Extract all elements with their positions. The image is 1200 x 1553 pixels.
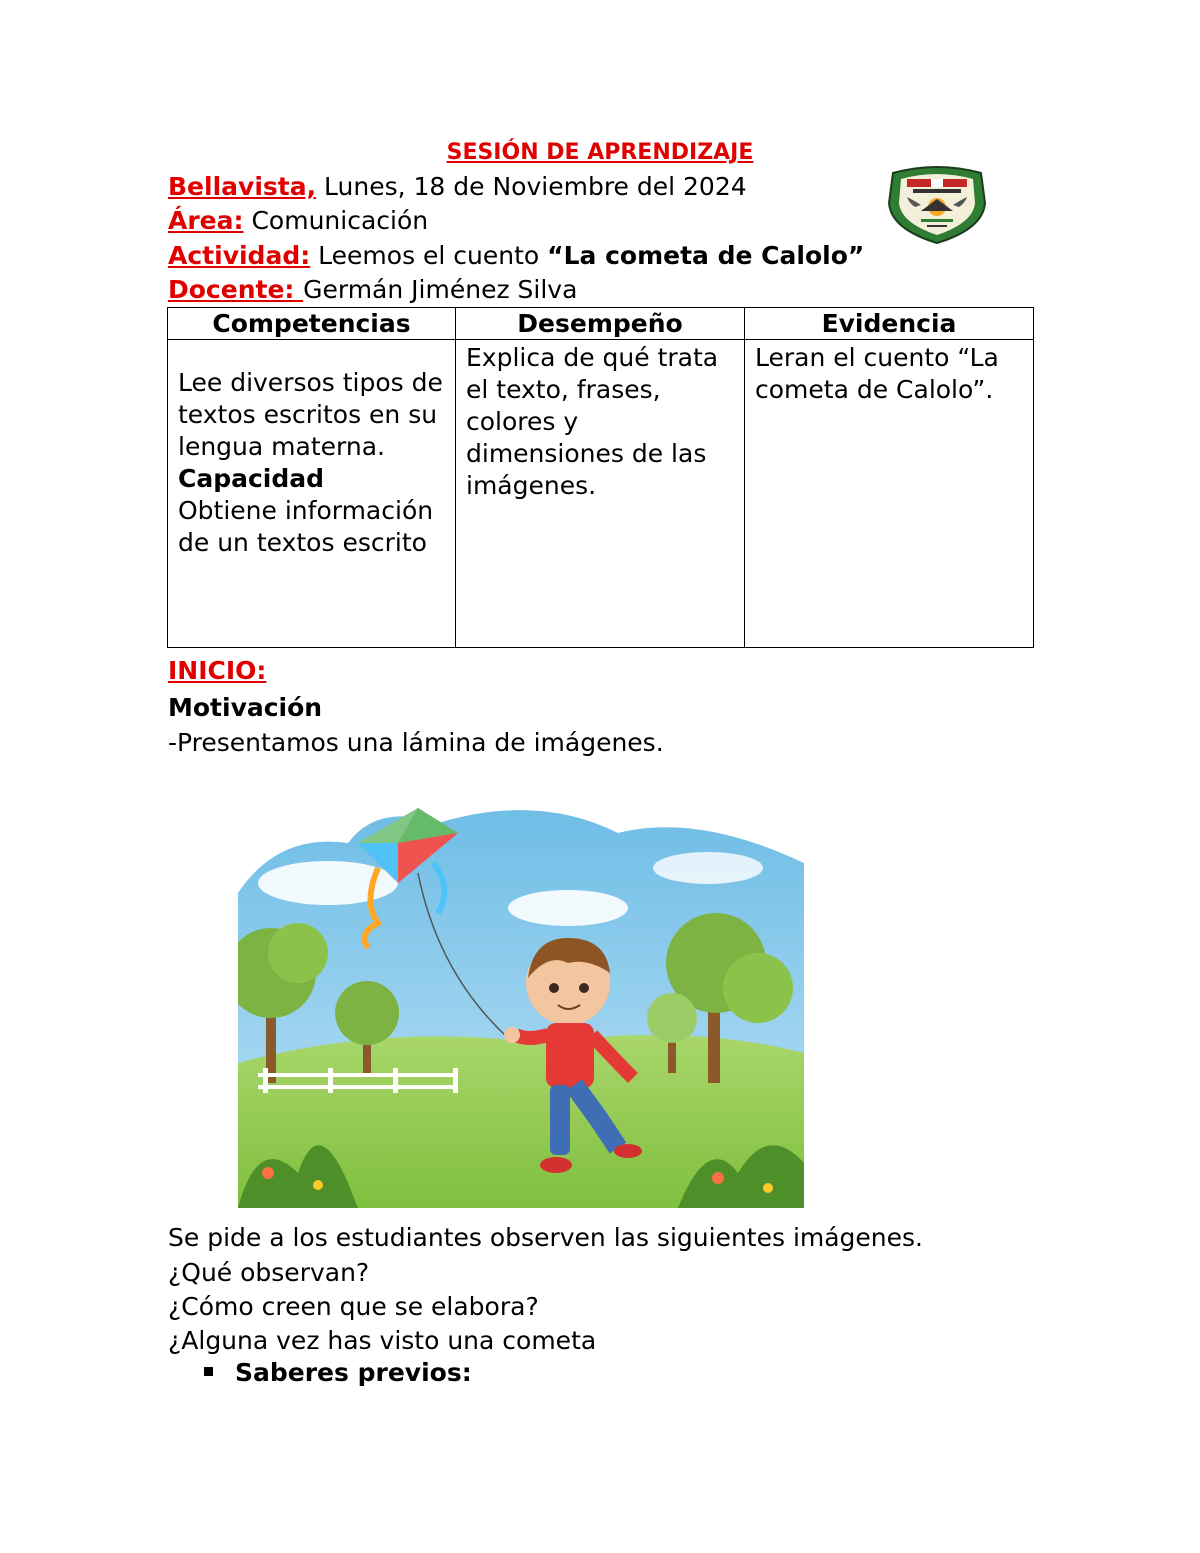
activity-story: “La cometa de Calolo” xyxy=(547,241,865,270)
area-value: Comunicación xyxy=(243,206,429,235)
table-row xyxy=(168,340,1034,648)
place-label: Bellavista, xyxy=(168,172,317,201)
competencies-table xyxy=(167,307,1034,648)
school-crest-logo xyxy=(885,163,989,245)
teacher-line xyxy=(168,273,577,307)
area-label: Área: xyxy=(168,206,244,235)
competencia-text: Lee diversos tipos de textos escritos en su lengua materna. xyxy=(178,368,443,461)
activity-line xyxy=(168,239,864,273)
desempeno-cell: Explica de qué trata el texto, frases, colores y dimensiones de las imágenes. xyxy=(456,340,745,648)
competencias-cell xyxy=(168,340,456,648)
bullet-square-icon xyxy=(204,1367,213,1376)
saberes-previos-item xyxy=(204,1358,472,1387)
question-1: ¿Qué observan? xyxy=(168,1258,370,1287)
activity-value: Leemos el cuento xyxy=(310,241,548,270)
header-evidencia: Evidencia xyxy=(745,308,1034,340)
saberes-previos-label: Saberes previos: xyxy=(235,1358,472,1387)
activity-label: Actividad: xyxy=(168,241,311,270)
capacidad-text: Obtiene información de un textos escrito xyxy=(178,496,434,557)
question-3: ¿Alguna vez has visto una cometa xyxy=(168,1326,597,1355)
question-2: ¿Cómo creen que se elabora? xyxy=(168,1292,539,1321)
questions-intro: Se pide a los estudiantes observen las siguientes imágenes. xyxy=(168,1223,924,1252)
presentamos-text: -Presentamos una lámina de imágenes. xyxy=(168,728,664,757)
motivacion-heading: Motivación xyxy=(168,693,323,722)
table-header-row xyxy=(168,308,1034,340)
inicio-heading: INICIO: xyxy=(168,656,267,685)
evidencia-cell: Leran el cuento “La cometa de Calolo”. xyxy=(745,340,1034,648)
date-value: Lunes, 18 de Noviembre del 2024 xyxy=(316,172,747,201)
date-line xyxy=(168,170,747,204)
header-desempeno: Desempeño xyxy=(456,308,745,340)
boy-flying-kite-illustration xyxy=(238,773,804,1208)
teacher-value: Germán Jiménez Silva xyxy=(303,275,578,304)
teacher-label: Docente: xyxy=(168,275,304,304)
header-competencias: Competencias xyxy=(168,308,456,340)
area-line xyxy=(168,204,428,238)
document-title: SESIÓN DE APRENDIZAJE xyxy=(446,140,754,165)
capacidad-label: Capacidad xyxy=(178,464,325,493)
